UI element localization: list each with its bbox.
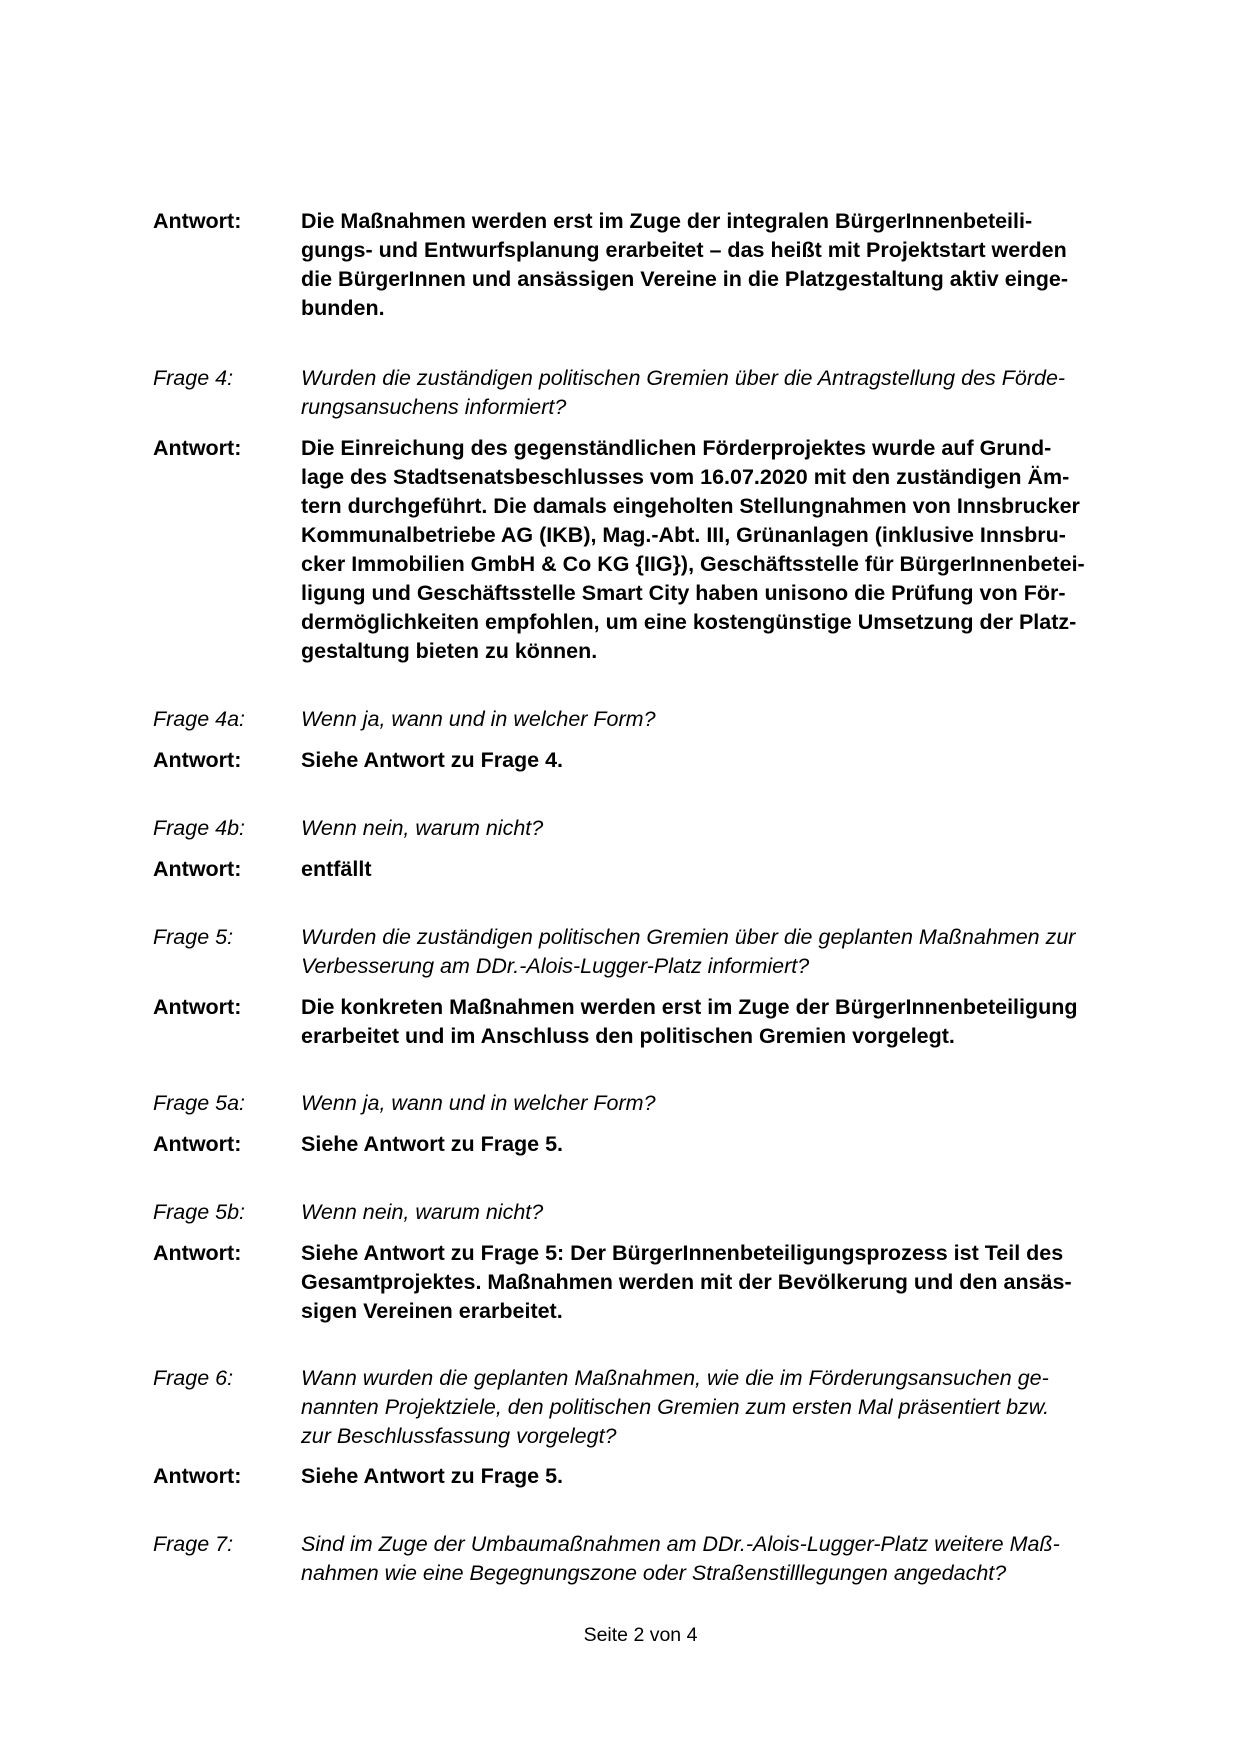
answer-label: Antwort: bbox=[153, 748, 242, 772]
answer-text: Die Einreichung des gegenständlichen Förderprojektes wurde auf Grund- lage des Stadtsenatsbeschlusses vom 16.07.2020 mit den zuständigen Äm- tern durchgeführt. Die damals eingeholten Stellungnahmen von Innsbrucker Kommunalbetriebe AG (IKB), Mag.-Abt. III, Grünanlagen (inklusive Innsbru- cker Immobilien GmbH & Co KG {IIG}), Geschäftsstelle für BürgerInnenbetei- ligung und Geschäftsstelle Smart City haben unisono die Prüfung von För- dermöglichkeiten empfohlen, um eine kostengünstige Umsetzung der Platz- gestaltung bieten zu können. bbox=[301, 436, 1085, 663]
answer-label: Antwort: bbox=[153, 857, 242, 881]
question-label: Frage 4a: bbox=[153, 707, 246, 731]
answer-label: Antwort: bbox=[153, 1241, 242, 1265]
question-text: Wenn nein, warum nicht? bbox=[301, 816, 544, 840]
answer-text: Siehe Antwort zu Frage 5: Der BürgerInnenbeteiligungsprozess ist Teil des Gesamtprojektes. Maßnahmen werden mit der Bevölkerung und den ansäs- sigen Vereinen erarbeitet. bbox=[301, 1241, 1072, 1323]
answer-text: entfällt bbox=[301, 857, 372, 881]
answer-label: Antwort: bbox=[153, 995, 242, 1019]
answer-text: Die Maßnahmen werden erst im Zuge der integralen BürgerInnenbeteili- gungs- und Entwurfsplanung erarbeitet – das heißt mit Projektstart werden die BürgerInnen und ansässigen Vereine in die Platzgestaltung aktiv einge- bunden. bbox=[301, 209, 1069, 320]
question-text: Wurden die zuständigen politischen Gremien über die Antragstellung des Förde- rungsansuchens informiert? bbox=[301, 366, 1066, 419]
answer-label: Antwort: bbox=[153, 1132, 242, 1156]
page-number-footer: Seite 2 von 4 bbox=[583, 1624, 698, 1646]
answer-text: Die konkreten Maßnahmen werden erst im Zuge der BürgerInnenbeteiligung erarbeitet und im Anschluss den politischen Gremien vorgelegt. bbox=[301, 995, 1078, 1048]
question-text: Wurden die zuständigen politischen Gremien über die geplanten Maßnahmen zur Verbesserung am DDr.-Alois-Lugger-Platz informiert? bbox=[301, 925, 1076, 978]
question-label: Frage 5: bbox=[153, 925, 234, 949]
question-label: Frage 5a: bbox=[153, 1091, 246, 1115]
answer-label: Antwort: bbox=[153, 1464, 242, 1488]
question-label: Frage 4b: bbox=[153, 816, 246, 840]
question-text: Wann wurden die geplanten Maßnahmen, wie die im Förderungsansuchen ge- nannten Projektziele, den politischen Gremien zum ersten Mal präsentiert bzw. zur Beschlussfassung vorgelegt? bbox=[301, 1366, 1050, 1448]
question-label: Frage 4: bbox=[153, 366, 234, 390]
answer-label: Antwort: bbox=[153, 209, 242, 233]
answer-text: Siehe Antwort zu Frage 5. bbox=[301, 1464, 564, 1488]
question-label: Frage 5b: bbox=[153, 1200, 246, 1224]
answer-label: Antwort: bbox=[153, 436, 242, 460]
answer-text: Siehe Antwort zu Frage 4. bbox=[301, 748, 564, 772]
question-text: Wenn nein, warum nicht? bbox=[301, 1200, 544, 1224]
question-label: Frage 6: bbox=[153, 1366, 234, 1390]
question-text: Wenn ja, wann und in welcher Form? bbox=[301, 1091, 656, 1115]
question-text: Wenn ja, wann und in welcher Form? bbox=[301, 707, 656, 731]
answer-text: Siehe Antwort zu Frage 5. bbox=[301, 1132, 564, 1156]
question-label: Frage 7: bbox=[153, 1532, 234, 1556]
question-text: Sind im Zuge der Umbaumaßnahmen am DDr.-Alois-Lugger-Platz weitere Maß- nahmen wie eine Begegnungszone oder Straßenstilllegungen angedacht? bbox=[301, 1532, 1060, 1585]
